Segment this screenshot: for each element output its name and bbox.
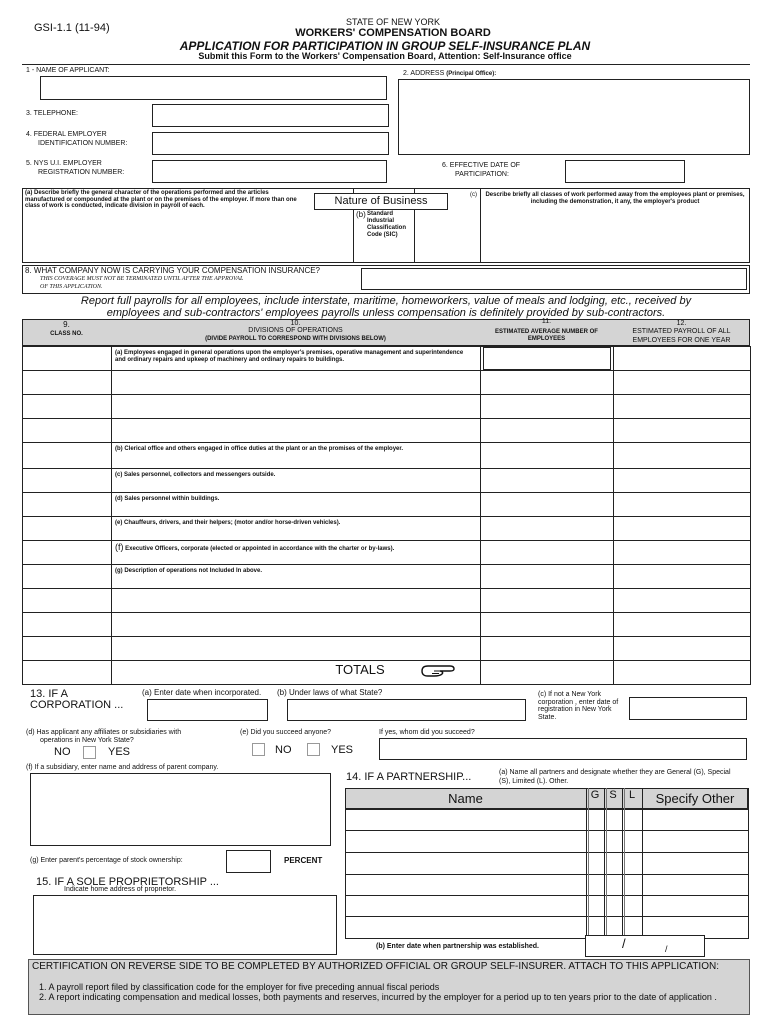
effective-label-1: 6. EFFECTIVE DATE OF: [442, 162, 521, 169]
partner-s-cell[interactable]: [607, 810, 621, 830]
division-text: (e) Chauffeurs, drivers, and their helpers; (motor and/or horse-driven vehicles).: [115, 520, 341, 526]
payroll-cell[interactable]: [614, 517, 749, 540]
ny-registration-label: (c) If not a New York corporation , enter date of registration in New York State.: [538, 691, 619, 721]
division-cell: [115, 544, 473, 553]
parent-company-field[interactable]: [30, 773, 331, 846]
col9-num: 9.: [63, 320, 70, 329]
certification-item-2: 2. A report indicating compensation and medical losses, both payments and reserves, incurred by the employer for a period up to ten years prior to the date of application .: [39, 992, 717, 1002]
sic-label: Standard Industrial Classification Code (SIC): [367, 211, 407, 238]
affiliates-no-checkbox[interactable]: [83, 746, 96, 759]
class-no-cell[interactable]: [23, 469, 110, 492]
report-note-1: Report full payrolls for all employees, include interstate, maritime, homeworkers, value of meals and lodging, etc., received by: [80, 295, 692, 307]
certification-item-1: 1. A payroll report filed by classification code for the employer for five preceding annual fiscal periods: [39, 982, 440, 992]
partner-g-header: G: [590, 789, 600, 801]
division-text: (a) Employees engaged in general operations upon the employer's premises, operative management and superintendence and ordinary repairs and upkeep of machinery and ordinary repairs to buildings.: [115, 350, 464, 363]
partnership-date-field[interactable]: [585, 935, 705, 957]
date-slash-1: /: [622, 936, 626, 951]
division-cell: [115, 446, 473, 453]
telephone-label: 3. TELEPHONE:: [26, 110, 79, 117]
col12-header: ESTIMATED PAYROLL OF ALL EMPLOYEES FOR ONE YEAR: [632, 328, 731, 344]
payroll-cell[interactable]: [614, 419, 749, 442]
partner-name-cell[interactable]: [346, 917, 585, 938]
col9-header: CLASS NO.: [50, 331, 83, 337]
partner-g-cell[interactable]: [589, 853, 603, 874]
partner-name-header: Name: [448, 791, 483, 806]
payroll-cell[interactable]: [614, 565, 749, 588]
partner-other-cell[interactable]: [643, 810, 747, 830]
section7b-marker: (b): [356, 210, 366, 219]
succeed-no-checkbox[interactable]: [252, 743, 265, 756]
partner-l-cell[interactable]: [625, 831, 641, 852]
employees-cell[interactable]: [481, 517, 612, 540]
partners-label: (a) Name all partners and designate whether they are General (G), Special (S), Limited (L). Other.: [499, 769, 731, 785]
class-no-cell[interactable]: [23, 613, 110, 636]
class-no-cell[interactable]: [23, 443, 110, 468]
state-law-label: (b) Under laws of what State?: [277, 688, 383, 697]
form-id: GSI-1.1 (11-94): [34, 22, 110, 34]
stock-ownership-label: (g) Enter parent's percentage of stock ownership:: [30, 857, 183, 864]
class-no-cell[interactable]: [23, 589, 110, 612]
division-text: (c) Sales personnel, collectors and messengers outside.: [115, 472, 276, 478]
applicant-name-field[interactable]: [40, 76, 387, 100]
affiliates-label-1: (d) Has applicant any affiliates or subsidiaries with: [26, 729, 182, 736]
col11-num: 11.: [541, 318, 552, 325]
address-label: 2. ADDRESS (Principal Office):: [403, 70, 497, 77]
payroll-cell[interactable]: [614, 613, 749, 636]
affiliates-no-label: NO: [54, 746, 71, 758]
section8-note-2: OF THIS APPLICATION.: [40, 284, 103, 290]
state-heading: STATE OF NEW YORK: [345, 17, 440, 27]
division-text: (g) Description of operations not Included In above.: [115, 568, 263, 574]
partner-other-cell[interactable]: [643, 853, 747, 874]
f-marker: (f): [115, 542, 124, 552]
class-no-cell[interactable]: [23, 517, 110, 540]
employees-cell[interactable]: [481, 469, 612, 492]
partner-other-cell[interactable]: [643, 831, 747, 852]
division-text: (b) Clerical office and others engaged in office duties at the plant or an the promises of the employer.: [115, 446, 404, 452]
parent-company-label: (f) If a subsidiary, enter name and address of parent company.: [26, 764, 219, 771]
employees-cell[interactable]: [481, 613, 612, 636]
division-cell: [115, 520, 473, 527]
partner-name-cell[interactable]: [346, 875, 585, 895]
partner-name-cell[interactable]: [346, 896, 585, 916]
section15-title: 15. IF A SOLE PROPRIETORSHIP ...: [36, 876, 219, 888]
class-no-cell[interactable]: [23, 347, 110, 370]
report-note-2: employees and sub-contractors' employees payrolls unless compensation is definitely provided by sub-contractors.: [106, 307, 666, 319]
date-slash-2: /: [665, 944, 668, 954]
section7a-text: (a) Describe briefly the general character of the operations performed and the articles manufactured or compounded at the plant or on the premises of the employer. If more than one class of work is conducted, indicate division in payroll of each.: [25, 190, 297, 209]
nys-label-2: REGISTRATION NUMBER:: [38, 169, 125, 176]
partner-other-header: Specify Other: [655, 791, 735, 806]
employees-cell[interactable]: [481, 419, 612, 442]
section14-title: 14. IF A PARTNERSHIP...: [346, 771, 472, 783]
section8-question: 8. WHAT COMPANY NOW IS CARRYING YOUR COMPENSATION INSURANCE?: [25, 266, 321, 275]
class-no-cell[interactable]: [23, 395, 110, 418]
payroll-cell[interactable]: [614, 443, 749, 468]
partner-l-cell[interactable]: [625, 853, 641, 874]
employees-cell[interactable]: [481, 565, 612, 588]
whom-label: If yes, whom did you succeed?: [379, 729, 475, 736]
partner-name-cell[interactable]: [346, 810, 585, 830]
partner-s-cell[interactable]: [607, 896, 621, 916]
nature-of-business: Nature of Business: [314, 193, 448, 210]
succeed-yes-checkbox[interactable]: [307, 743, 320, 756]
class-no-cell[interactable]: [23, 565, 110, 588]
partnership-date-label: (b) Enter date when partnership was established.: [376, 943, 539, 950]
partner-other-cell[interactable]: [643, 896, 747, 916]
fein-field[interactable]: [152, 132, 389, 155]
employees-cell[interactable]: [481, 589, 612, 612]
section7c-text: Describe briefly all classes of work performed away from the employees plant or premises, including the demonstration, it any, the employer's product: [485, 192, 745, 205]
partner-s-header: S: [609, 789, 617, 801]
partner-s-cell[interactable]: [607, 875, 621, 895]
employees-cell[interactable]: [481, 541, 612, 564]
payroll-cell[interactable]: [614, 589, 749, 612]
succeed-label: (e) Did you succeed anyone?: [240, 729, 332, 736]
applicant-label: 1 - NAME OF APPLICANT:: [26, 67, 110, 74]
whom-succeeded-field[interactable]: [379, 738, 747, 760]
division-cell: [115, 568, 473, 575]
section15-sub: Indicate home address of proprietor.: [64, 886, 177, 893]
class-no-cell[interactable]: [23, 637, 110, 660]
class-no-cell[interactable]: [23, 541, 110, 564]
class-no-cell[interactable]: [23, 493, 110, 516]
employees-cell[interactable]: [481, 371, 612, 394]
payroll-cell[interactable]: [614, 637, 749, 660]
partner-g-cell[interactable]: [589, 831, 603, 852]
affiliates-label-2: operations in New York State?: [40, 737, 134, 744]
section13-title-2: CORPORATION ...: [30, 699, 124, 711]
col10-header-b: (DIVIDE PAYROLL TO CORRESPOND WITH DIVISIONS BELOW): [205, 336, 386, 342]
payroll-cell[interactable]: [614, 469, 749, 492]
form-title: APPLICATION FOR PARTICIPATION IN GROUP SELF-INSURANCE PLAN: [179, 39, 591, 53]
succeed-no-label: NO: [275, 744, 292, 756]
partner-name-cell[interactable]: [346, 831, 585, 852]
fein-label-2: IDENTIFICATION NUMBER:: [38, 140, 128, 147]
ny-registration-field[interactable]: [629, 697, 747, 720]
section13-title-1: 13. IF A: [30, 688, 68, 700]
fein-label-1: 4. FEDERAL EMPLOYER: [26, 131, 107, 138]
address-field[interactable]: [398, 79, 750, 155]
partner-l-cell[interactable]: [625, 896, 641, 916]
certification-box: [28, 959, 750, 1015]
proprietor-address-field[interactable]: [33, 895, 337, 955]
col12-num: 12.: [676, 320, 687, 327]
employees-cell[interactable]: [481, 443, 612, 468]
employees-cell[interactable]: [481, 493, 612, 516]
affiliates-yes-label: YES: [108, 746, 131, 758]
payroll-cell[interactable]: [614, 493, 749, 516]
incorporated-date-field[interactable]: [147, 699, 268, 721]
employees-cell[interactable]: [481, 395, 612, 418]
division-cell: [115, 350, 473, 364]
division-cell: [115, 472, 473, 479]
partner-name-cell[interactable]: [346, 853, 585, 874]
pointing-hand-icon: [420, 664, 456, 683]
partner-l-header: L: [628, 789, 636, 801]
col11-header: ESTIMATED AVERAGE NUMBER OF EMPLOYEES: [495, 329, 598, 342]
partner-g-cell[interactable]: [589, 810, 603, 830]
effective-label-2: PARTICIPATION:: [455, 171, 509, 178]
state-law-field[interactable]: [287, 699, 526, 721]
class-no-cell[interactable]: [23, 371, 110, 394]
section8-note-1: THIS COVERAGE MUST NOT BE TERMINATED UNTIL AFTER THE APPROVAL: [40, 276, 244, 282]
payroll-cell[interactable]: [614, 371, 749, 394]
partner-l-cell[interactable]: [625, 810, 641, 830]
percent-label: PERCENT: [284, 856, 323, 865]
partner-g-cell[interactable]: [589, 896, 603, 916]
succeed-yes-label: YES: [331, 744, 354, 756]
employees-first-field[interactable]: [483, 347, 611, 370]
incorporated-label: (a) Enter date when incorporated.: [142, 688, 262, 697]
col10-num: 10.: [290, 320, 301, 327]
payroll-cell[interactable]: [614, 541, 749, 564]
effective-date-field[interactable]: [565, 160, 685, 183]
payroll-cell[interactable]: [614, 395, 749, 418]
stock-percent-field[interactable]: [226, 850, 271, 873]
telephone-field[interactable]: [152, 104, 389, 127]
partner-l-cell[interactable]: [625, 875, 641, 895]
nys-ui-field[interactable]: [152, 160, 387, 183]
employees-cell[interactable]: [481, 637, 612, 660]
division-cell: [115, 496, 473, 503]
division-text: Executive Officers, corporate (elected or appointed in accordance with the charter or by-laws).: [125, 546, 395, 552]
col10-header-a: DIVISIONS OF OPERATIONS: [248, 327, 343, 334]
class-no-cell[interactable]: [23, 419, 110, 442]
partner-s-cell[interactable]: [607, 853, 621, 874]
nys-label-1: 5. NYS U.I. EMPLOYER: [26, 160, 102, 167]
certification-text: CERTIFICATION ON REVERSE SIDE TO BE COMPLETED BY AUTHORIZED OFFICIAL OR GROUP SELF-INSURER. ATTACH TO THIS APPLICATION:: [32, 961, 719, 972]
partner-s-cell[interactable]: [607, 831, 621, 852]
board-heading: WORKERS' COMPENSATION BOARD: [295, 27, 491, 39]
insurance-carrier-field[interactable]: [361, 268, 747, 290]
division-text: (d) Sales personnel within buildings.: [115, 496, 220, 502]
section7c-marker: (c): [470, 192, 477, 198]
totals-label: TOTALS: [335, 662, 385, 677]
partner-g-cell[interactable]: [589, 875, 603, 895]
form-subtitle: Submit this Form to the Workers' Compensation Board, Attention: Self-Insurance office: [198, 51, 572, 61]
payroll-cell[interactable]: [614, 347, 749, 370]
partner-other-cell[interactable]: [643, 875, 747, 895]
